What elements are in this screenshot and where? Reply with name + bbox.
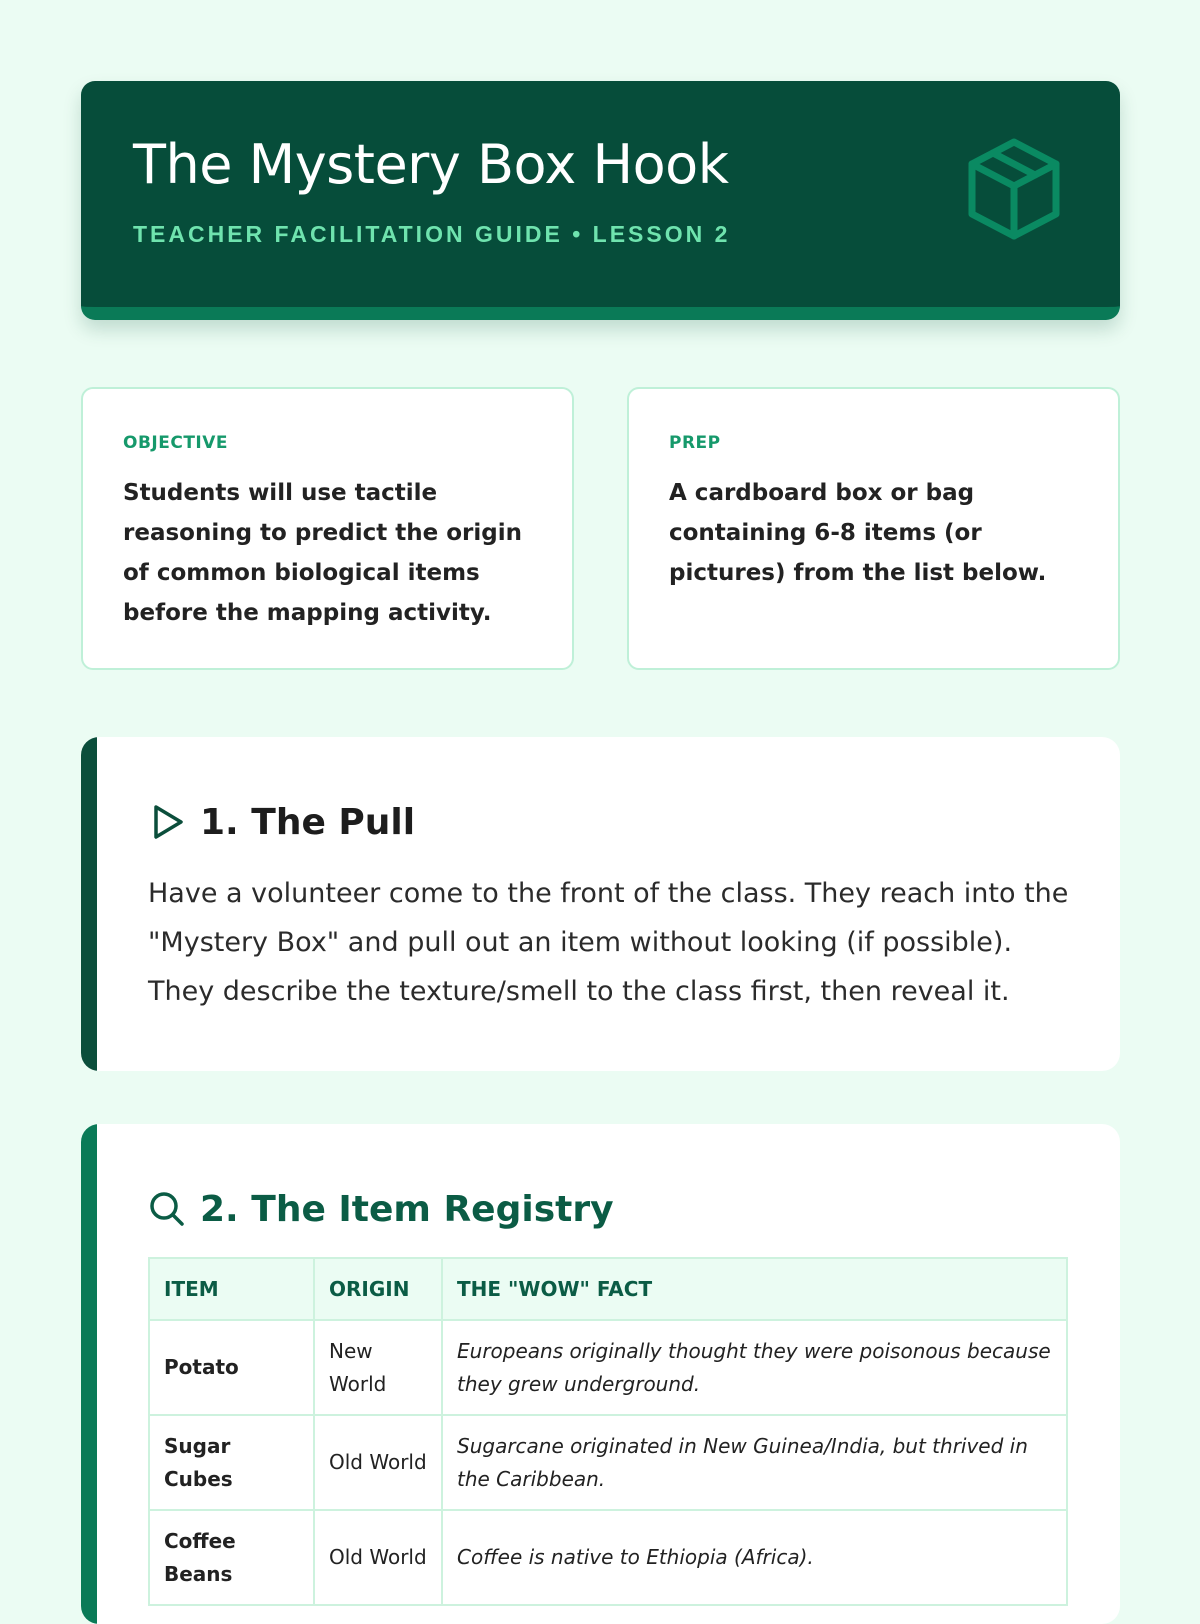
cell-item: Sugar Cubes	[149, 1415, 314, 1510]
package-box-icon	[964, 137, 1064, 241]
column-header-origin: ORIGIN	[314, 1258, 442, 1320]
section-title: 1. The Pull	[200, 801, 416, 843]
header-banner	[81, 81, 1120, 320]
section-item-registry	[81, 1124, 1120, 1624]
objective-label: OBJECTIVE	[123, 433, 229, 453]
column-header-item: ITEM	[149, 1258, 314, 1320]
play-icon	[148, 803, 186, 841]
prep-text: A cardboard box or bag containing 6-8 items (or pictures) from the list below.	[669, 480, 1047, 586]
page-title: The Mystery Box Hook	[133, 133, 729, 196]
prep-label: PREP	[669, 433, 721, 453]
prep-card	[627, 387, 1120, 670]
table-row	[149, 1415, 1067, 1510]
cell-item: Coffee Beans	[149, 1510, 314, 1605]
table-row	[149, 1510, 1067, 1605]
table-header-row	[149, 1258, 1067, 1320]
section-accent-bar	[81, 737, 97, 1071]
cell-origin: Old World	[314, 1415, 442, 1510]
page-subtitle: TEACHER FACILITATION GUIDE • LESSON 2	[133, 221, 731, 247]
cell-item: Potato	[149, 1320, 314, 1415]
table-row	[149, 1320, 1067, 1415]
cell-fact: Sugarcane originated in New Guinea/India, but thrived in the Caribbean.	[442, 1415, 1067, 1510]
section-title: 2. The Item Registry	[200, 1188, 614, 1230]
section-heading	[148, 797, 415, 847]
column-header-fact: THE "WOW" FACT	[442, 1258, 1067, 1320]
objective-card	[81, 387, 574, 670]
cell-fact: Europeans originally thought they were poisonous because they grew underground.	[442, 1320, 1067, 1415]
cell-origin: Old World	[314, 1510, 442, 1605]
cell-origin: New World	[314, 1320, 442, 1415]
section-heading	[148, 1184, 614, 1234]
item-registry-table	[148, 1257, 1068, 1606]
section-text: Have a volunteer come to the front of the class. They reach into the "Mystery Box" and pull out an item without looking (if possible). They describe the texture/smell to the class first, then reveal it.	[148, 878, 1069, 1007]
section-the-pull	[81, 737, 1120, 1071]
cell-fact: Coffee is native to Ethiopia (Africa).	[442, 1510, 1067, 1605]
objective-text: Students will use tactile reasoning to predict the origin of common biological items before the mapping activity.	[123, 480, 522, 626]
section-accent-bar	[81, 1124, 97, 1624]
search-icon	[148, 1190, 186, 1228]
